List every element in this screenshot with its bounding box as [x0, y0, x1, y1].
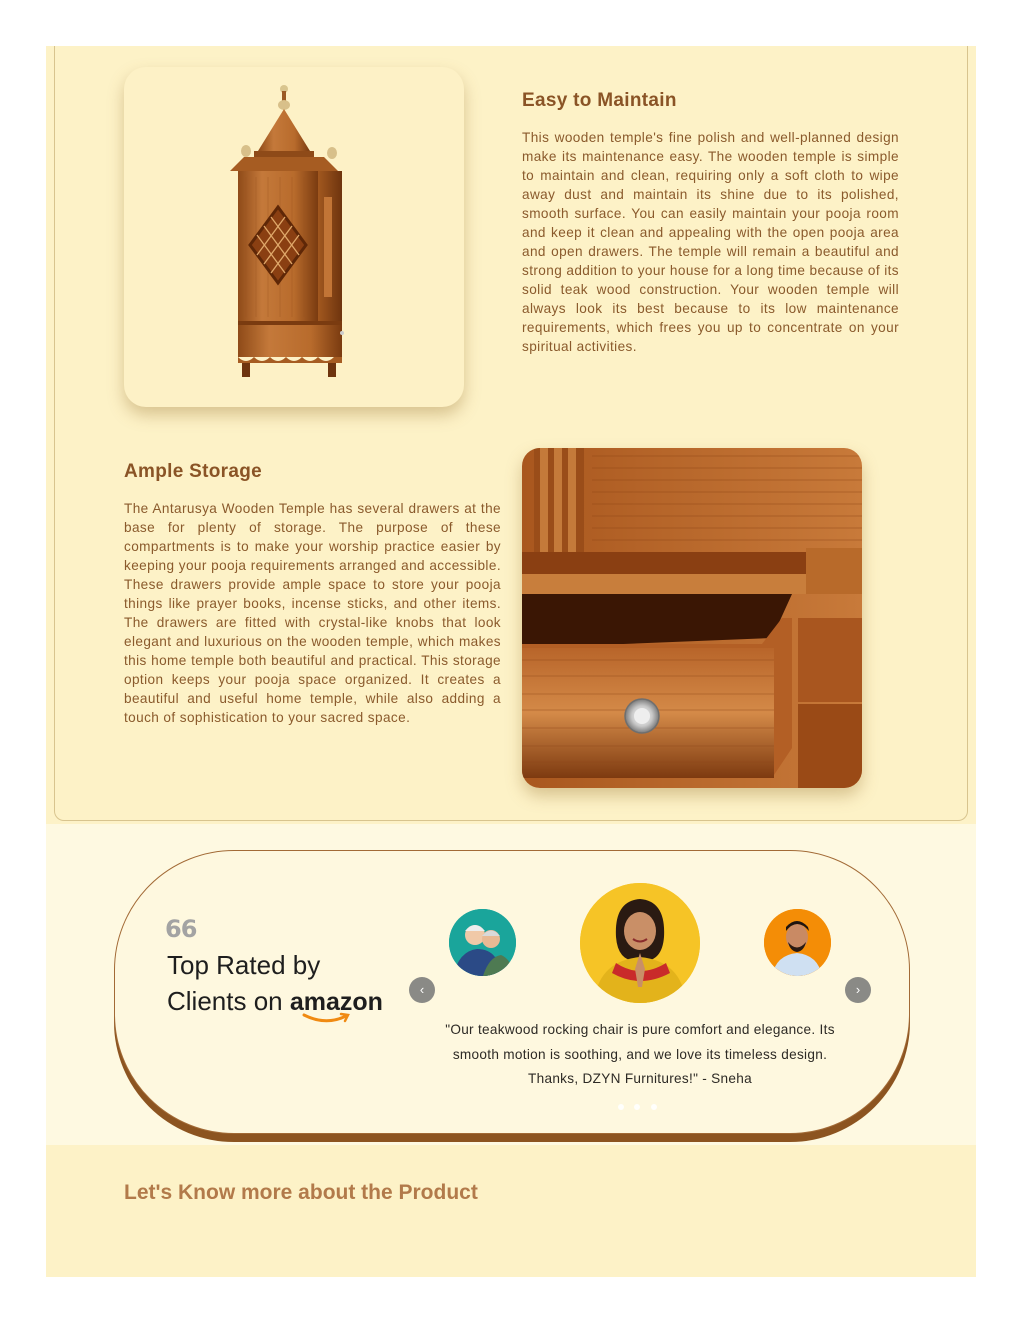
man-smiling-photo	[764, 909, 831, 976]
heading-line-2-prefix: Clients on	[167, 986, 283, 1016]
prev-testimonial-button[interactable]	[409, 977, 435, 1003]
carousel-dot-2[interactable]	[634, 1104, 640, 1110]
carousel-dots	[615, 1097, 660, 1115]
feature-title-easy-to-maintain: Easy to Maintain	[522, 90, 677, 111]
temple-image	[124, 67, 464, 407]
amazon-logo	[290, 984, 383, 1020]
amazon-smile-icon	[302, 1012, 352, 1024]
client-avatar-left[interactable]	[449, 909, 516, 976]
client-avatar-active[interactable]	[580, 883, 700, 1003]
drawer-closeup-illustration	[522, 448, 862, 788]
woman-namaste-photo	[580, 883, 700, 1003]
feature-text-ample-storage: The Antarusya Wooden Temple has several drawers at the base for plenty of storage. The purpose of these compartments is to make your worship practice easier by keeping your pooja requirements arranged and accessible. These drawers provide ample space to store your pooja things like prayer books, incense sticks, and other items. The drawers are fitted with crystal-like knobs that look elegant and luxurious on the wooden temple, which makes this home temple both beautiful and practical. This storage option keeps your pooja space organized. It creates a beautiful and useful home temple, while also adding a touch of sophistication to your sacred space.	[124, 501, 501, 725]
client-avatar-right[interactable]	[764, 909, 831, 976]
know-more-section	[46, 1145, 976, 1277]
quote-icon: 66	[165, 915, 197, 943]
feature-title-ample-storage: Ample Storage	[124, 461, 262, 482]
drawer-image	[522, 448, 862, 788]
know-more-title: Let's Know more about the Product	[124, 1181, 478, 1204]
testimonial-quote: "Our teakwood rocking chair is pure comfort and elegance. Its smooth motion is soothing, and we love its timeless design. Thanks, DZYN Furnitures!" - Sneha	[445, 1022, 835, 1086]
testimonials-section	[46, 824, 976, 1145]
feature-text-easy-to-maintain: This wooden temple's fine polish and well-planned design make its maintenance easy. The wooden temple is simple to maintain and clean, requiring only a soft cloth to wipe away dust and maintain its shine due to its polished, smooth surface. You can easily maintain your pooja room and keep it clean and appealing with the open pooja area and open drawers. The temple will remain a beautiful and strong addition to your house for a long time because of its solid teak wood construction. Your wooden temple will always look its best because to its low maintenance requirements, which frees you up to concentrate on your spiritual activities.	[522, 130, 899, 354]
chevron-right-icon: ›	[855, 982, 861, 997]
chevron-left-icon: ‹	[419, 982, 425, 997]
features-section	[46, 46, 976, 824]
amazon-logo-text: amazon	[289, 988, 383, 1016]
next-testimonial-button[interactable]	[845, 977, 871, 1003]
testimonial-card	[114, 850, 910, 1134]
carousel-dot-3[interactable]	[651, 1104, 657, 1110]
heading-line-2	[167, 983, 383, 1020]
testimonial-heading	[167, 947, 383, 1020]
elderly-couple-photo	[449, 909, 516, 976]
heading-line-1: Top Rated by	[167, 950, 321, 980]
page	[46, 46, 976, 1277]
carousel-dot-1[interactable]	[618, 1104, 624, 1110]
wooden-temple-illustration	[124, 67, 464, 407]
